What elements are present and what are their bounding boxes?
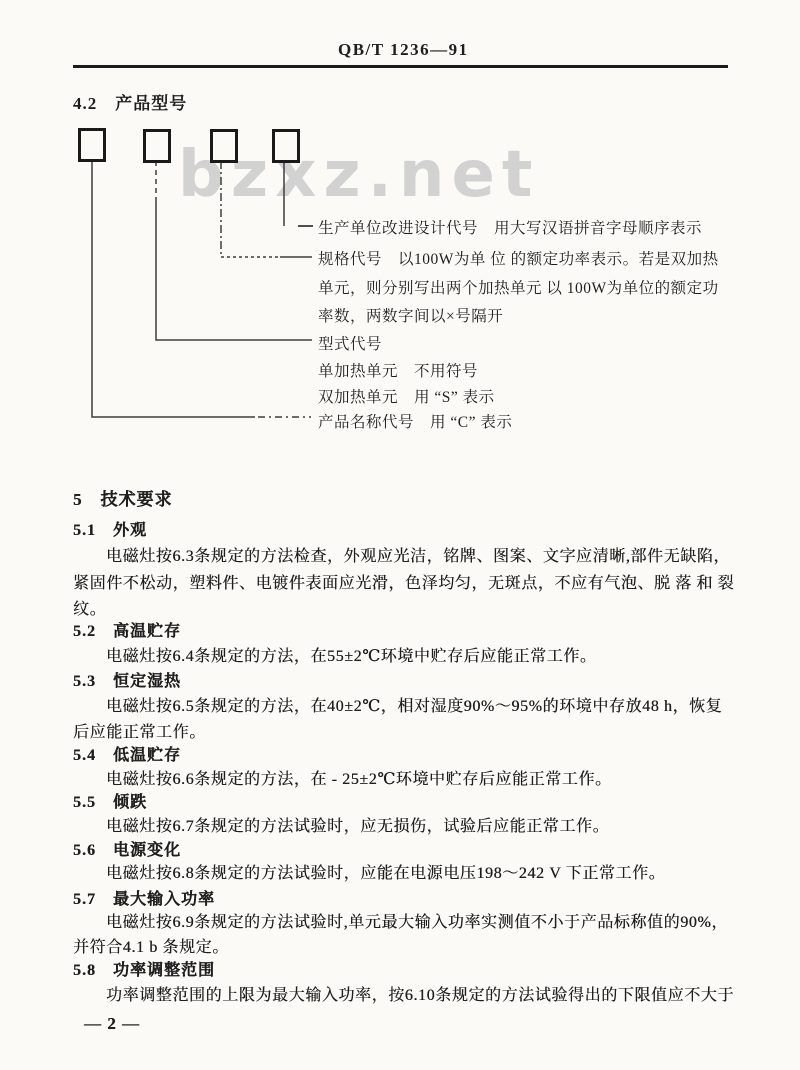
clause-5-6-body: 电磁灶按6.8条规定的方法试验时，应能在电源电压198～242 V 下正常工作。	[106, 865, 666, 882]
clause-5-1-title: 5.1 外观	[73, 522, 148, 539]
clause-5-4-title: 5.4 低温贮存	[73, 747, 182, 764]
clause-5-7-body-1: 电磁灶按6.9条规定的方法试验时,单元最大输入功率实测值不小于产品标称值的90%，	[106, 914, 728, 931]
clause-5-3-title: 5.3 恒定湿热	[73, 673, 182, 690]
clause-5-3-body-1: 电磁灶按6.5条规定的方法，在40±2℃，相对湿度90%～95%的环境中存放48 h，恢复	[106, 698, 723, 715]
diagram-label-type-single: 单加热单元 不用符号	[318, 363, 479, 380]
clause-5-5-title: 5.5 倾跌	[73, 794, 148, 811]
clause-5-1-body-1: 电磁灶按6.3条规定的方法检查，外观应光洁，铭牌、图案、文字应清晰,部件无缺陷，	[106, 548, 731, 565]
clause-5-8-body: 功率调整范围的上限为最大输入功率，按6.10条规定的方法试验得出的下限值应不大于	[106, 987, 735, 1004]
clause-5-1-body-3: 纹。	[73, 601, 107, 618]
model-code-box-3	[210, 129, 238, 163]
section-5-heading: 5 技术要求	[73, 490, 173, 509]
diagram-label-type-double: 双加热单元 用 “S” 表示	[318, 389, 495, 406]
standard-number: QB/T 1236—91	[338, 40, 469, 59]
section-4-2-heading: 4.2 产品型号	[73, 94, 188, 113]
clause-5-1-body-2: 紧固件不松动，塑料件、电镀件表面应光滑，色泽均匀，无斑点，不应有气泡、脱 落 和 裂	[73, 575, 735, 592]
clause-5-2-title: 5.2 高温贮存	[73, 623, 182, 640]
page-number: — 2 —	[84, 1014, 140, 1033]
diagram-label-spec-2: 单元，则分别写出两个加热单元 以 100W为单位的额定功	[318, 280, 719, 297]
diagram-label-design-code: 生产单位改进设计代号 用大写汉语拼音字母顺序表示	[318, 220, 703, 237]
diagram-label-type-code: 型式代号	[318, 336, 383, 353]
clause-5-6-title: 5.6 电源变化	[73, 842, 182, 859]
diagram-label-spec-1: 规格代号 以100W为单 位 的额定功率表示。若是双加热	[318, 251, 719, 268]
diagram-label-name-code: 产品名称代号 用 “C” 表示	[318, 414, 513, 431]
diagram-label-spec-3: 率数，两数字间以×号隔开	[318, 308, 504, 325]
clause-5-7-body-2: 并符合4.1 b 条规定。	[73, 939, 229, 956]
clause-5-4-body: 电磁灶按6.6条规定的方法，在 - 25±2℃环境中贮存后应能正常工作。	[106, 771, 612, 788]
clause-5-5-body: 电磁灶按6.7条规定的方法试验时，应无损伤，试验后应能正常工作。	[106, 818, 610, 835]
clause-5-3-body-2: 后应能正常工作。	[73, 724, 206, 741]
watermark: bzxz.net	[178, 138, 540, 212]
model-code-box-2	[143, 129, 171, 163]
model-code-box-1	[78, 128, 106, 162]
clause-5-8-title: 5.8 功率调整范围	[73, 962, 216, 979]
model-code-box-4	[272, 129, 300, 163]
clause-5-2-body: 电磁灶按6.4条规定的方法，在55±2℃环境中贮存后应能正常工作。	[106, 648, 597, 665]
clause-5-7-title: 5.7 最大输入功率	[73, 891, 216, 908]
